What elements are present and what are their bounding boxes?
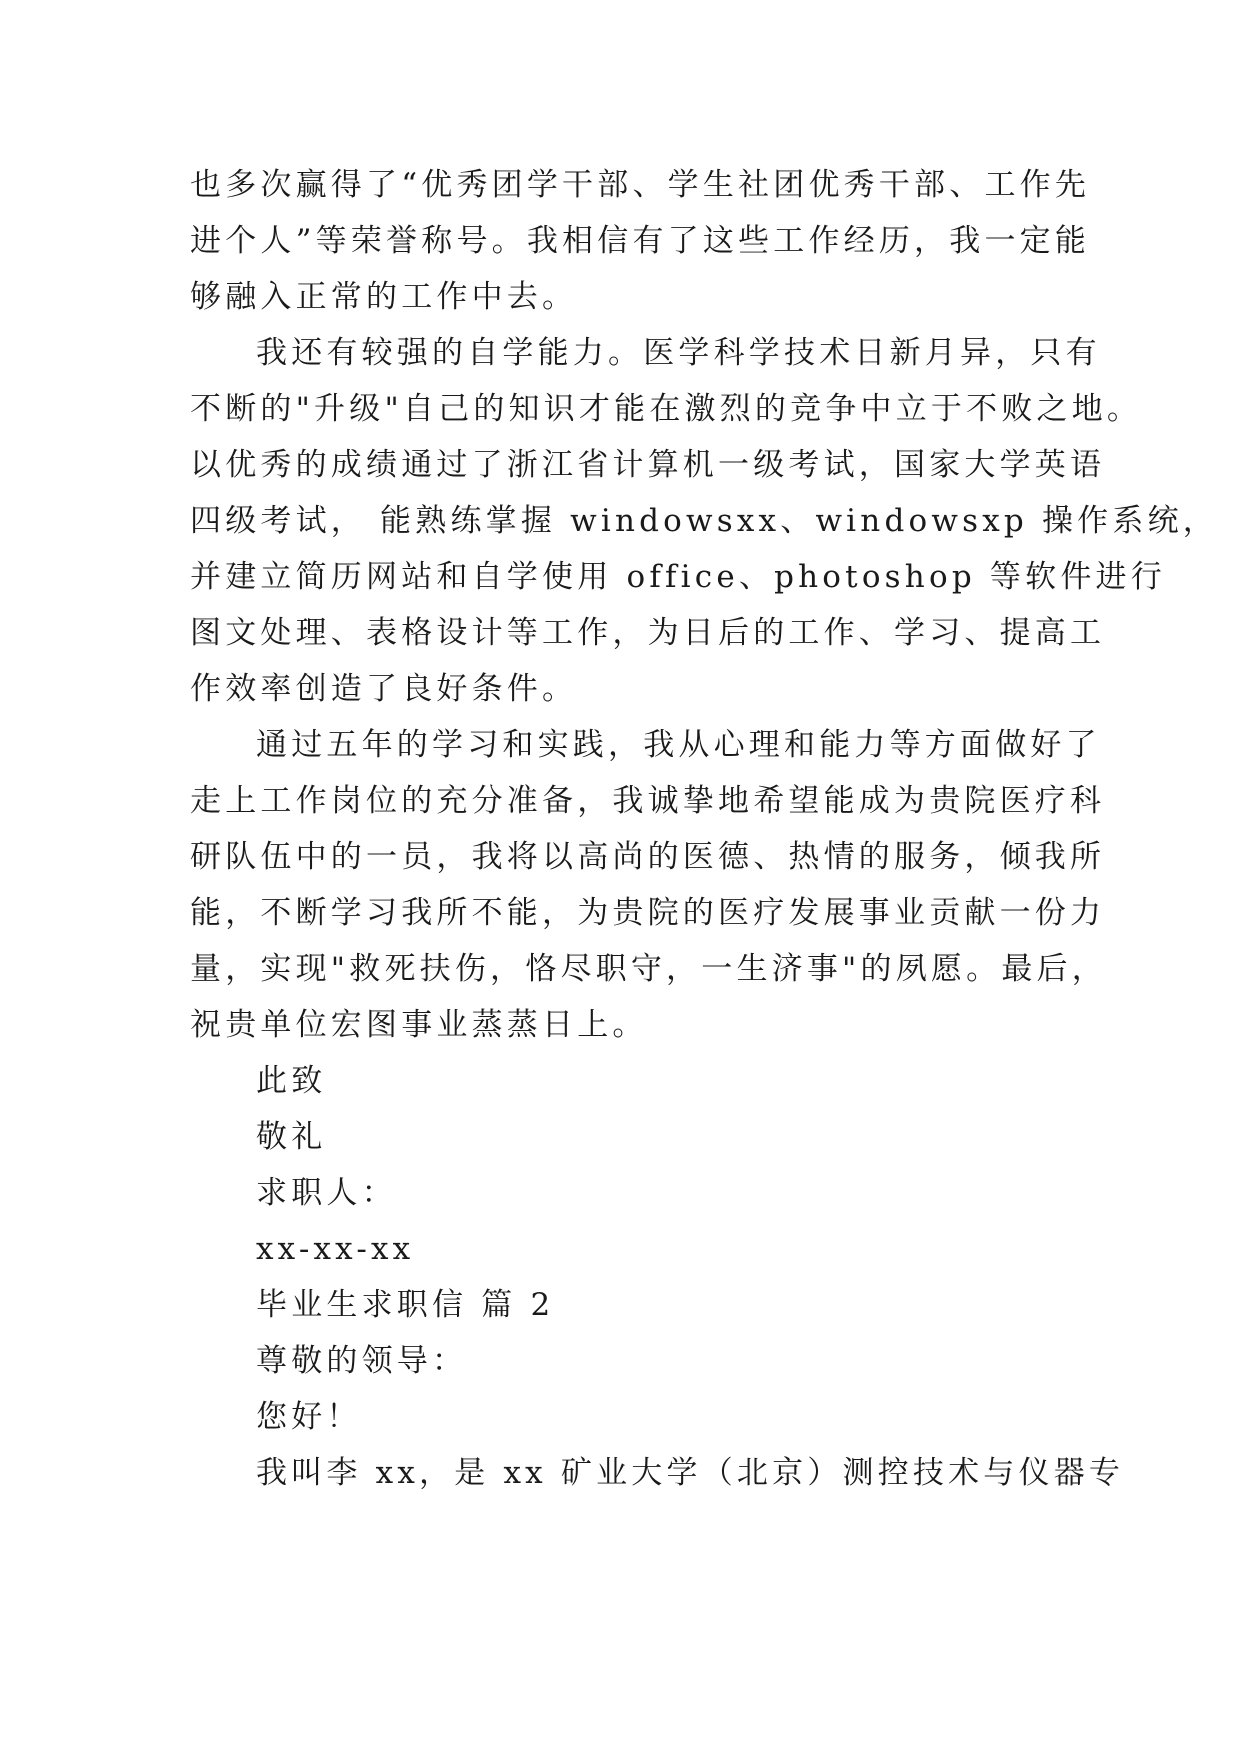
paragraph-start-line: 通过五年的学习和实践，我从心理和能力等方面做好了 xyxy=(256,727,1101,763)
signature-label: 求职人： xyxy=(256,1175,397,1211)
text-line: 进个人”等荣誉称号。我相信有了这些工作经历，我一定能 xyxy=(190,223,1091,259)
text-line: 以优秀的成绩通过了浙江省计算机一级考试，国家大学英语 xyxy=(190,447,1106,483)
text-line: 能，不断学习我所不能，为贵院的医疗发展事业贡献一份力 xyxy=(190,895,1106,931)
closing-line: 敬礼 xyxy=(256,1119,327,1155)
paragraph-start-line: 我还有较强的自学能力。医学科学技术日新月异，只有 xyxy=(256,335,1101,371)
greeting-line: 您好！ xyxy=(256,1399,362,1435)
text-line: 图文处理、表格设计等工作，为日后的工作、学习、提高工 xyxy=(190,615,1106,651)
text-line: 并建立简历网站和自学使用 office、photoshop 等软件进行 xyxy=(190,559,1166,595)
salutation-line: 尊敬的领导： xyxy=(256,1343,468,1379)
paragraph-start-line: 我叫李 xx，是 xx 矿业大学（北京）测控技术与仪器专 xyxy=(256,1455,1125,1491)
date-line: xx-xx-xx xyxy=(256,1231,415,1267)
section-heading: 毕业生求职信 篇 2 xyxy=(256,1287,555,1323)
text-line: 祝贵单位宏图事业蒸蒸日上。 xyxy=(190,1007,648,1043)
text-line: 够融入正常的工作中去。 xyxy=(190,279,578,315)
text-line: 量，实现"救死扶伤，恪尽职守，一生济事"的夙愿。最后， xyxy=(190,951,1107,987)
closing-line: 此致 xyxy=(256,1063,327,1099)
text-line: 四级考试， 能熟练掌握 windowsxx、windowsxp 操作系统， xyxy=(190,503,1218,539)
text-line: 走上工作岗位的充分准备，我诚挚地希望能成为贵院医疗科 xyxy=(190,783,1106,819)
text-line: 研队伍中的一员，我将以高尚的医德、热情的服务，倾我所 xyxy=(190,839,1106,875)
text-line: 不断的"升级"自己的知识才能在激烈的竞争中立于不败之地。 xyxy=(190,391,1143,427)
text-line: 也多次赢得了“优秀团学干部、学生社团优秀干部、工作先 xyxy=(190,167,1091,203)
text-line: 作效率创造了良好条件。 xyxy=(190,671,578,707)
